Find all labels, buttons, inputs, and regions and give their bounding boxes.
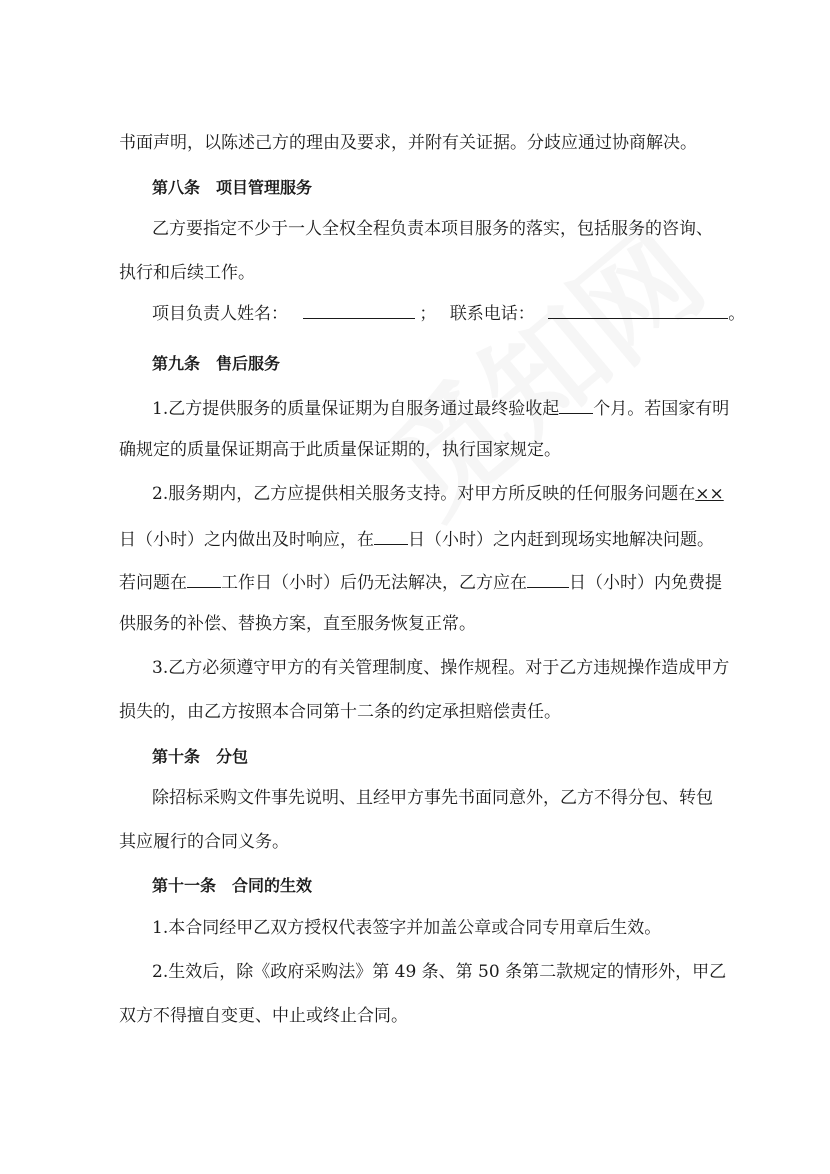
phone-label: 联系电话： [449, 304, 535, 324]
article-title: 项目管理服务 [216, 178, 313, 197]
paragraph-line [119, 569, 722, 595]
paragraph-line: 确规定的质量保证期高于此质量保证期的，执行国家规定。 [119, 440, 561, 460]
paragraph-line [152, 395, 729, 421]
period: 。 [728, 304, 746, 324]
paragraph-line: 除招标采购文件事先说明、且经甲方事先书面同意外，乙方不得分包、转包 [152, 788, 713, 808]
article-title: 售后服务 [216, 354, 281, 373]
article-number: 第十条 [152, 747, 201, 766]
paragraph-line: 书面声明，以陈述己方的理由及要求，并附有关证据。分歧应通过协商解决。 [119, 133, 697, 153]
article-number: 第九条 [152, 354, 201, 373]
text: 日（小时）内免费提 [569, 573, 722, 593]
manager-name-label: 项目负责人姓名： [152, 304, 288, 324]
project-manager-line [152, 300, 745, 326]
article-number: 第十一条 [152, 876, 217, 895]
text: 日（小时）之内做出及时响应，在 [119, 530, 374, 550]
text: 2.服务期内，乙方应提供相关服务支持。对甲方所反映的任何服务问题在 [152, 484, 696, 504]
text: 日（小时）之内赶到现场实地解决问题。 [408, 530, 714, 550]
paragraph-line: 其应履行的合同义务。 [119, 832, 289, 852]
paragraph-line: 双方不得擅自变更、中止或终止合同。 [119, 1006, 408, 1026]
separator: ； [419, 304, 437, 324]
arrival-time-blank[interactable] [374, 526, 408, 545]
article-title: 分包 [216, 747, 249, 766]
warranty-months-blank[interactable] [559, 395, 593, 414]
text: 1.乙方提供服务的质量保证期为自服务通过最终验收起 [152, 399, 560, 419]
article-number: 第八条 [152, 178, 201, 197]
workdays-blank[interactable] [187, 569, 221, 588]
manager-name-blank[interactable] [303, 300, 415, 319]
article-10-heading [152, 745, 248, 769]
paragraph-line: 执行和后续工作。 [119, 263, 255, 283]
article-8-heading [152, 176, 312, 200]
paragraph-line: 1.本合同经甲乙双方授权代表签字并加盖公章或合同专用章后生效。 [152, 918, 662, 938]
text: 若问题在 [119, 573, 187, 593]
article-9-heading [152, 352, 280, 376]
free-service-days-blank[interactable] [527, 569, 569, 588]
paragraph-line: 损失的，由乙方按照本合同第十二条的约定承担赔偿责任。 [119, 702, 561, 722]
phone-blank[interactable] [548, 300, 728, 319]
paragraph-line: 供服务的补偿、替换方案，直至服务恢复正常。 [119, 614, 476, 634]
response-time-value: ×× [695, 484, 724, 504]
paragraph-line [119, 526, 714, 552]
paragraph-line [152, 482, 724, 506]
paragraph-line: 2.生效后，除《政府采购法》第 49 条、第 50 条第二款规定的情形外，甲乙 [152, 962, 727, 982]
text: 个月。若国家有明 [593, 399, 730, 419]
paragraph-line: 3.乙方必须遵守甲方的有关管理制度、操作规程。对于乙方违规操作造成甲方 [152, 658, 730, 678]
paragraph-line: 乙方要指定不少于一人全权全程负责本项目服务的落实，包括服务的咨询、 [152, 219, 713, 239]
article-11-heading [152, 874, 312, 898]
text: 工作日（小时）后仍无法解决，乙方应在 [221, 573, 527, 593]
article-title: 合同的生效 [232, 876, 313, 895]
